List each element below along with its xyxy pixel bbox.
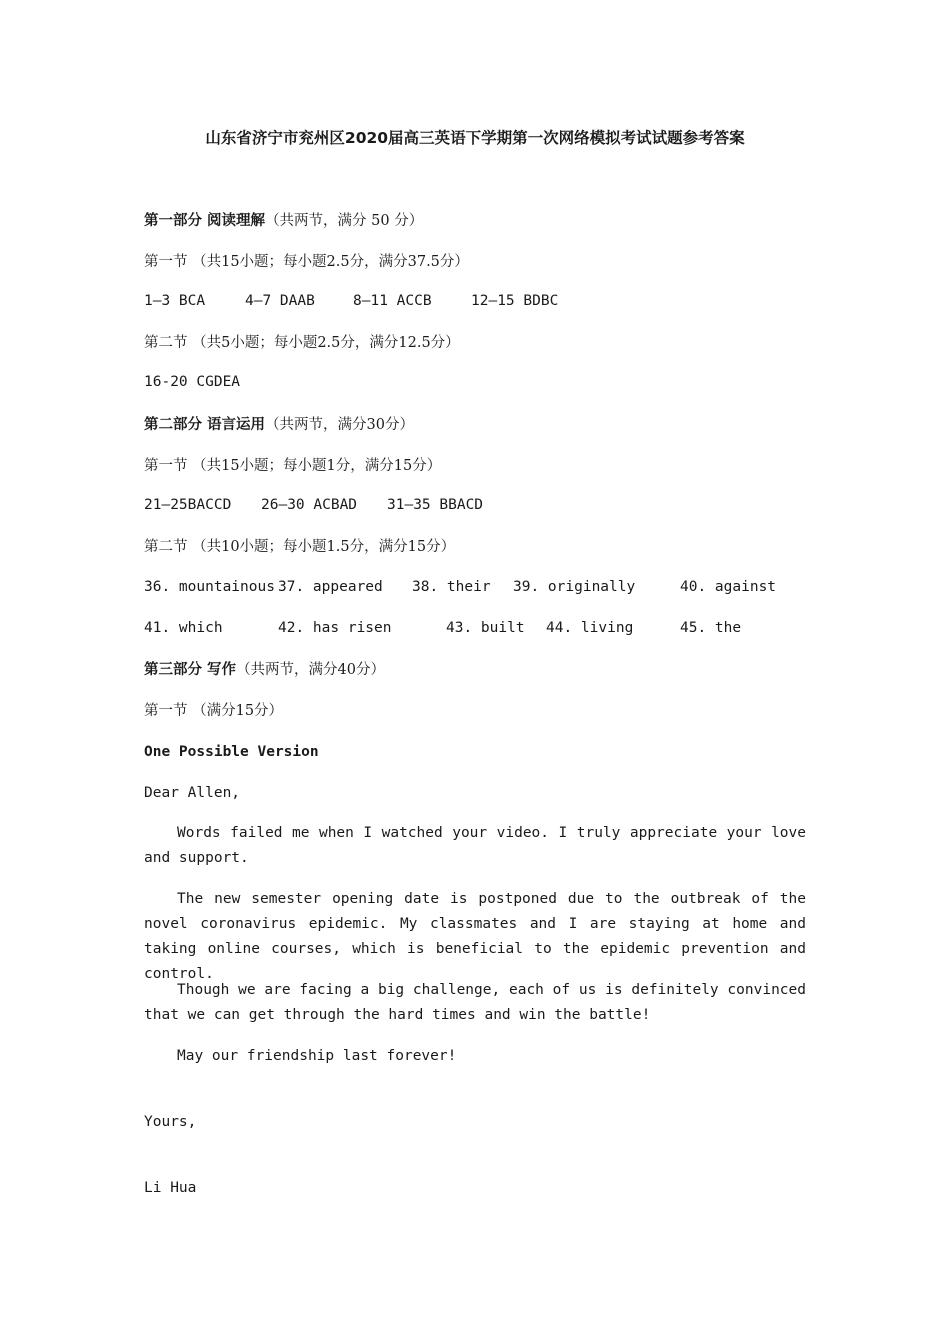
part2-heading: 第二部分 语言运用 xyxy=(144,417,266,433)
fill-answer: 39. originally xyxy=(513,579,636,595)
answer-group: 12—15 BDBC xyxy=(471,293,559,309)
letter-paragraph: Words failed me when I watched your video. I truly appreciate your love and support. xyxy=(144,825,806,866)
letter-paragraph: Though we are facing a big challenge, each of us is definitely convinced that we can get through the hard times and win the battle! xyxy=(144,982,806,1023)
part3-section1-heading: 第一节 （满分15分） xyxy=(144,703,284,719)
part2-section1-heading: 第一节 （共15小题；每小题1分，满分15分） xyxy=(144,458,442,474)
fill-answer: 40. against xyxy=(680,579,777,595)
answer-group: 1—3 BCA xyxy=(144,293,206,309)
document-title: 山东省济宁市兖州区2020届高三英语下学期第一次网络模拟考试试题参考答案 xyxy=(205,129,745,147)
fill-answer: 36. mountainous xyxy=(144,579,275,595)
part2-heading-line xyxy=(144,415,414,435)
fill-answer: 37. appeared xyxy=(278,579,383,595)
part3-heading: 第三部分 写作 xyxy=(144,662,237,678)
letter-paragraph: The new semester opening date is postponed due to the outbreak of the novel coronavirus epidemic. My classmates and I are staying at home and taking online courses, which is beneficial to the epidemic prevention and control. xyxy=(144,891,806,982)
fill-answer: 45. the xyxy=(680,620,742,636)
answer-group: 31—35 BBACD xyxy=(387,497,484,513)
part2-section2-heading: 第二节 （共10小题；每小题1.5分，满分15分） xyxy=(144,539,456,555)
part3-heading-line xyxy=(144,660,385,680)
part1-section1-heading: 第一节 （共15小题；每小题2.5分，满分37.5分） xyxy=(144,254,469,270)
answer-group: 4—7 DAAB xyxy=(245,293,315,309)
fill-answer: 42. has risen xyxy=(278,620,392,636)
answer-group: 16-20 CGDEA xyxy=(144,374,241,390)
fill-answer: 43. built xyxy=(446,620,525,636)
fill-answer: 38. their xyxy=(412,579,491,595)
fill-answer: 41. which xyxy=(144,620,223,636)
answer-group: 21—25BACCD xyxy=(144,497,232,513)
letter-signature: Li Hua xyxy=(144,1180,197,1196)
fill-answer: 44. living xyxy=(546,620,634,636)
part1-heading-line xyxy=(144,211,423,231)
part1-heading: 第一部分 阅读理解 xyxy=(144,213,266,229)
letter-paragraph: May our friendship last forever! xyxy=(177,1048,457,1064)
part3-note: （共两节，满分40分） xyxy=(236,662,386,678)
part1-section2-heading: 第二节 （共5小题；每小题2.5分，满分12.5分） xyxy=(144,335,460,351)
answer-group: 8—11 ACCB xyxy=(353,293,432,309)
version-title: One Possible Version xyxy=(144,744,319,760)
answer-group: 26—30 ACBAD xyxy=(261,497,358,513)
part2-note: （共两节，满分30分） xyxy=(265,417,415,433)
letter-greeting: Dear Allen, xyxy=(144,785,241,801)
letter-closing: Yours, xyxy=(144,1114,197,1130)
part1-note: （共两节，满分 50 分） xyxy=(265,213,424,229)
